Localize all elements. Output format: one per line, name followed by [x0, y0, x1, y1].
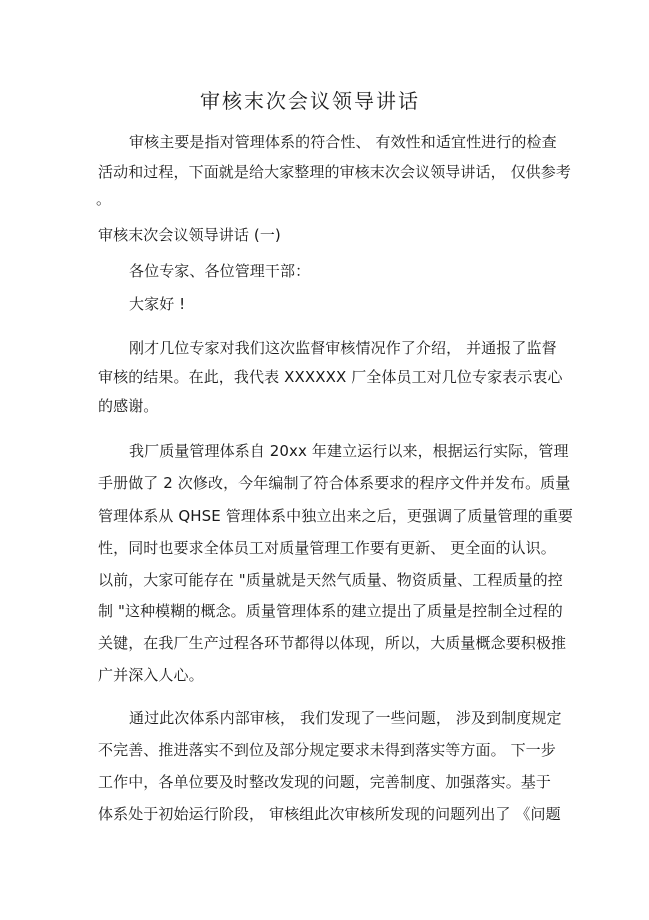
paragraph-line: 刚才几位专家对我们这次监督审核情况作了介绍， 并通报了监督 [129, 339, 557, 357]
paragraph-line: 性，同时也要求全体员工对质量管理工作要有更新、 更全面的认识。 [98, 539, 556, 557]
intro-line: 。 [96, 190, 112, 208]
intro-line: 审核主要是指对管理体系的符合性、 有效性和适宜性进行的检查 [129, 133, 557, 151]
paragraph-line: 制 "这种模糊的概念。质量管理体系的建立提出了质量是控制全过程的 [98, 602, 563, 620]
paragraph-line: 体系处于初始运行阶段， 审核组此次审核所发现的问题列出了 《问题 [98, 805, 561, 823]
paragraph-line: 广并深入人心。 [98, 666, 204, 684]
paragraph-line: 关键，在我厂生产过程各环节都得以体现，所以，大质量概念要积极推 [98, 634, 567, 652]
paragraph-line: 不完善、推进落实不到位及部分规定要求未得到落实等方面。 下一步 [98, 741, 556, 759]
greeting-line: 各位专家、各位管理干部： [129, 262, 311, 280]
section-heading: 审核末次会议领导讲话 (一) [98, 226, 281, 244]
paragraph-line: 审核的结果。在此，我代表 XXXXXX 厂全体员工对几位专家表示衷心 [98, 368, 563, 386]
intro-line: 活动和过程，下面就是给大家整理的审核末次会议领导讲话， 仅供参考 [98, 163, 571, 181]
paragraph-line: 以前，大家可能存在 "质量就是天然气质量、物资质量、工程质量的控 [98, 571, 563, 589]
greeting-line: 大家好 ! [129, 295, 186, 313]
paragraph-line: 工作中，各单位要及时整改发现的问题，完善制度、加强落实。基于 [98, 773, 552, 791]
paragraph-line: 我厂质量管理体系自 20xx 年建立运行以来，根据运行实际，管理 [129, 442, 569, 460]
paragraph-line: 通过此次体系内部审核， 我们发现了一些问题， 涉及到制度规定 [129, 709, 562, 727]
paragraph-line: 手册做了 2 次修改，今年编制了符合体系要求的程序文件并发布。质量 [98, 474, 571, 492]
paragraph-line: 的感谢。 [98, 397, 159, 415]
document-title: 审核末次会议领导讲话 [200, 89, 420, 113]
paragraph-line: 管理体系从 QHSE 管理体系中独立出来之后，更强调了质量管理的重要 [98, 507, 574, 525]
